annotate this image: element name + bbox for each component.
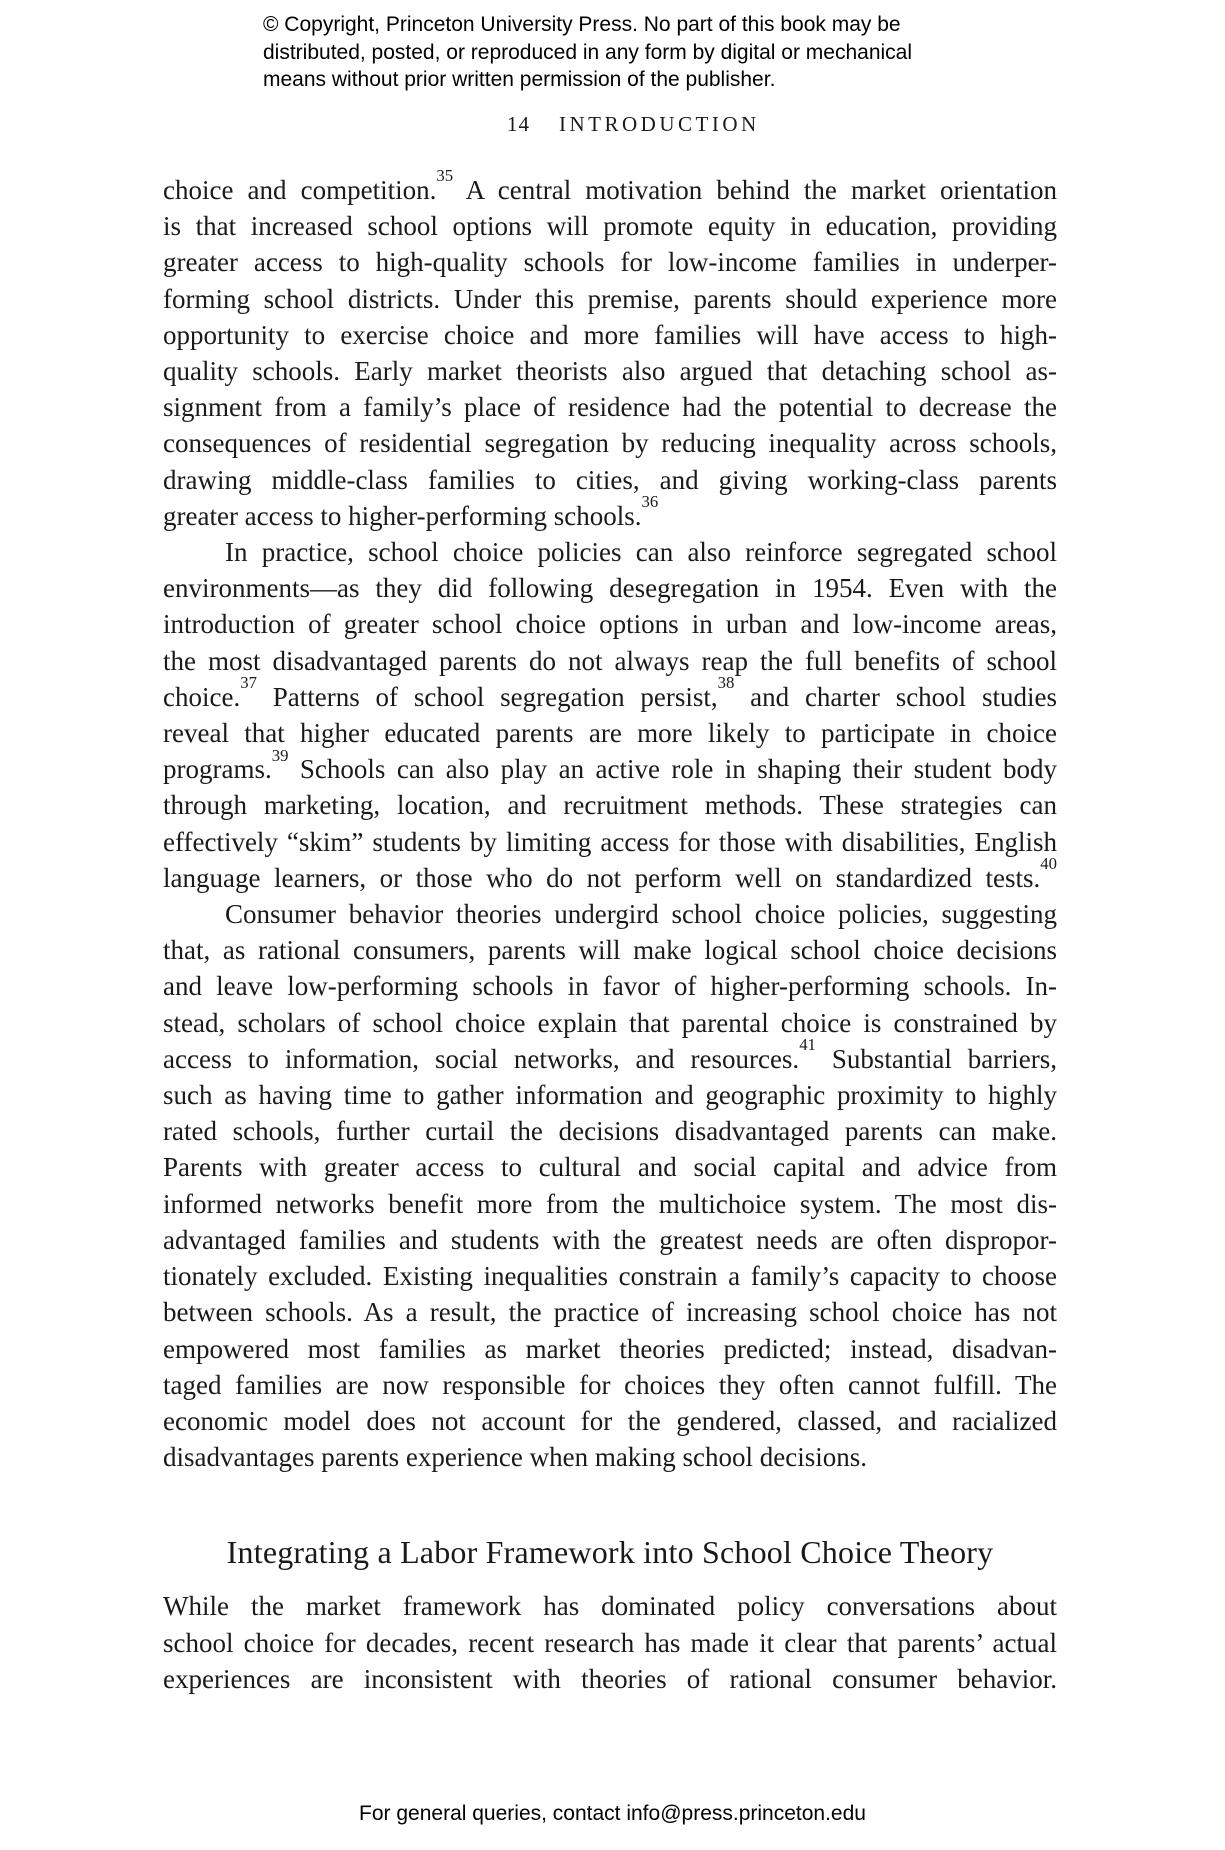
text-line: is that increased school options will promote equity in education, providing	[163, 211, 1057, 242]
text-line: between schools. As a result, the practice of increasing school choice has not	[163, 1297, 1057, 1328]
footnote-ref: 38	[717, 673, 735, 693]
text-line: such as having time to gather information and geographic proximity to highly	[163, 1080, 1057, 1111]
footnote-ref: 41	[799, 1035, 816, 1055]
text-line: Consumer behavior theories undergird school choice policies, suggesting	[225, 899, 1057, 930]
copyright-line: distributed, posted, or reproduced in any form by digital or mechanical	[263, 40, 913, 64]
footnote-ref: 36	[641, 492, 659, 512]
text-line: choice.$^{37}$ Patterns of school segregation persist,$^{38}$ and charter school studies	[163, 673, 1057, 712]
footnote-ref: 35	[436, 166, 454, 186]
text-line: tionately excluded. Existing inequalities constrain a family’s capacity to choose	[163, 1261, 1057, 1292]
text-line: greater access to high-quality schools for low-income families in underper-	[163, 247, 1057, 278]
text-line: school choice for decades, recent research has made it clear that parents’ actual	[163, 1627, 1057, 1658]
text-line: quality schools. Early market theorists also argued that detaching school as-	[163, 356, 1057, 387]
text-line: signment from a family’s place of residence had the potential to decrease the	[163, 392, 1057, 423]
text-line: While the market framework has dominated policy conversations about	[163, 1591, 1057, 1622]
page-body	[163, 166, 1057, 1697]
chapter-title: INTRODUCTION	[559, 112, 760, 136]
text-line: language learners, or those who do not perform well on standardized tests.$^{40}$	[163, 854, 1057, 893]
footnote-ref: 39	[271, 745, 289, 765]
text-line: advantaged families and students with the greatest needs are often dispropor-	[163, 1224, 1057, 1255]
text-line: economic model does not account for the gendered, classed, and racialized	[163, 1405, 1057, 1436]
body-paragraph	[163, 1588, 1057, 1697]
text-line: reveal that higher educated parents are more likely to participate in choice	[163, 718, 1057, 749]
text-line: Parents with greater access to cultural and social capital and advice from	[163, 1152, 1057, 1183]
text-line: forming school districts. Under this premise, parents should experience more	[163, 283, 1057, 314]
text-line: informed networks benefit more from the multichoice system. The most dis-	[163, 1188, 1057, 1219]
page-number: 14	[507, 112, 530, 136]
section-heading: Integrating a Labor Framework into School Choice Theory	[226, 1534, 994, 1571]
body-paragraph	[163, 534, 1057, 896]
text-line: and leave low-performing schools in favor of higher-performing schools. In-	[163, 971, 1057, 1002]
text-line: empowered most families as market theories predicted; instead, disadvan-	[163, 1333, 1057, 1364]
text-line: consequences of residential segregation by reducing inequality across schools,	[163, 428, 1057, 459]
text-line: drawing middle-class families to cities, and giving working-class parents	[163, 464, 1057, 495]
page-footer: For general queries, contact info@press.princeton.edu	[359, 1802, 866, 1825]
footnote-ref: 37	[240, 673, 257, 693]
text-line: environments—as they did following desegregation in 1954. Even with the	[163, 573, 1057, 604]
text-line: introduction of greater school choice options in urban and low-income areas,	[163, 609, 1057, 640]
text-line: that, as rational consumers, parents will make logical school choice decisions	[163, 935, 1057, 966]
copyright-line: means without prior written permission of the publisher.	[263, 68, 776, 91]
text-line: disadvantages parents experience when making school decisions.	[163, 1442, 868, 1473]
text-line: opportunity to exercise choice and more families will have access to high-	[163, 319, 1057, 350]
text-line: rated schools, further curtail the decisions disadvantaged parents can make.	[163, 1116, 1057, 1147]
text-line: taged families are now responsible for choices they often cannot fulfill. The	[163, 1369, 1057, 1400]
text-line: the most disadvantaged parents do not always reap the full benefits of school	[163, 645, 1057, 676]
copyright-line: © Copyright, Princeton University Press. No part of this book may be	[263, 13, 901, 36]
text-line: In practice, school choice policies can also reinforce segregated school	[225, 537, 1057, 568]
text-line: greater access to higher-performing schools.$^{36}$	[163, 492, 659, 531]
body-paragraph	[163, 166, 1057, 534]
text-line: effectively “skim” students by limiting access for those with disabilities, English	[163, 826, 1057, 857]
text-line: access to information, social networks, and resources.$^{41}$ Substantial barriers,	[163, 1035, 1057, 1074]
copyright-notice	[263, 11, 912, 94]
text-line: through marketing, location, and recruitment methods. These strategies can	[163, 790, 1057, 821]
text-line: programs.$^{39}$ Schools can also play an active role in shaping their student body	[163, 745, 1057, 785]
body-paragraph	[163, 896, 1057, 1475]
text-line: stead, scholars of school choice explain that parental choice is constrained by	[163, 1007, 1057, 1038]
running-head	[507, 112, 760, 136]
text-line: experiences are inconsistent with theories of rational consumer behavior.	[163, 1663, 1057, 1694]
text-line: choice and competition.$^{35}$ A central motivation behind the market orientation	[163, 166, 1057, 205]
footnote-ref: 40	[1040, 854, 1057, 874]
